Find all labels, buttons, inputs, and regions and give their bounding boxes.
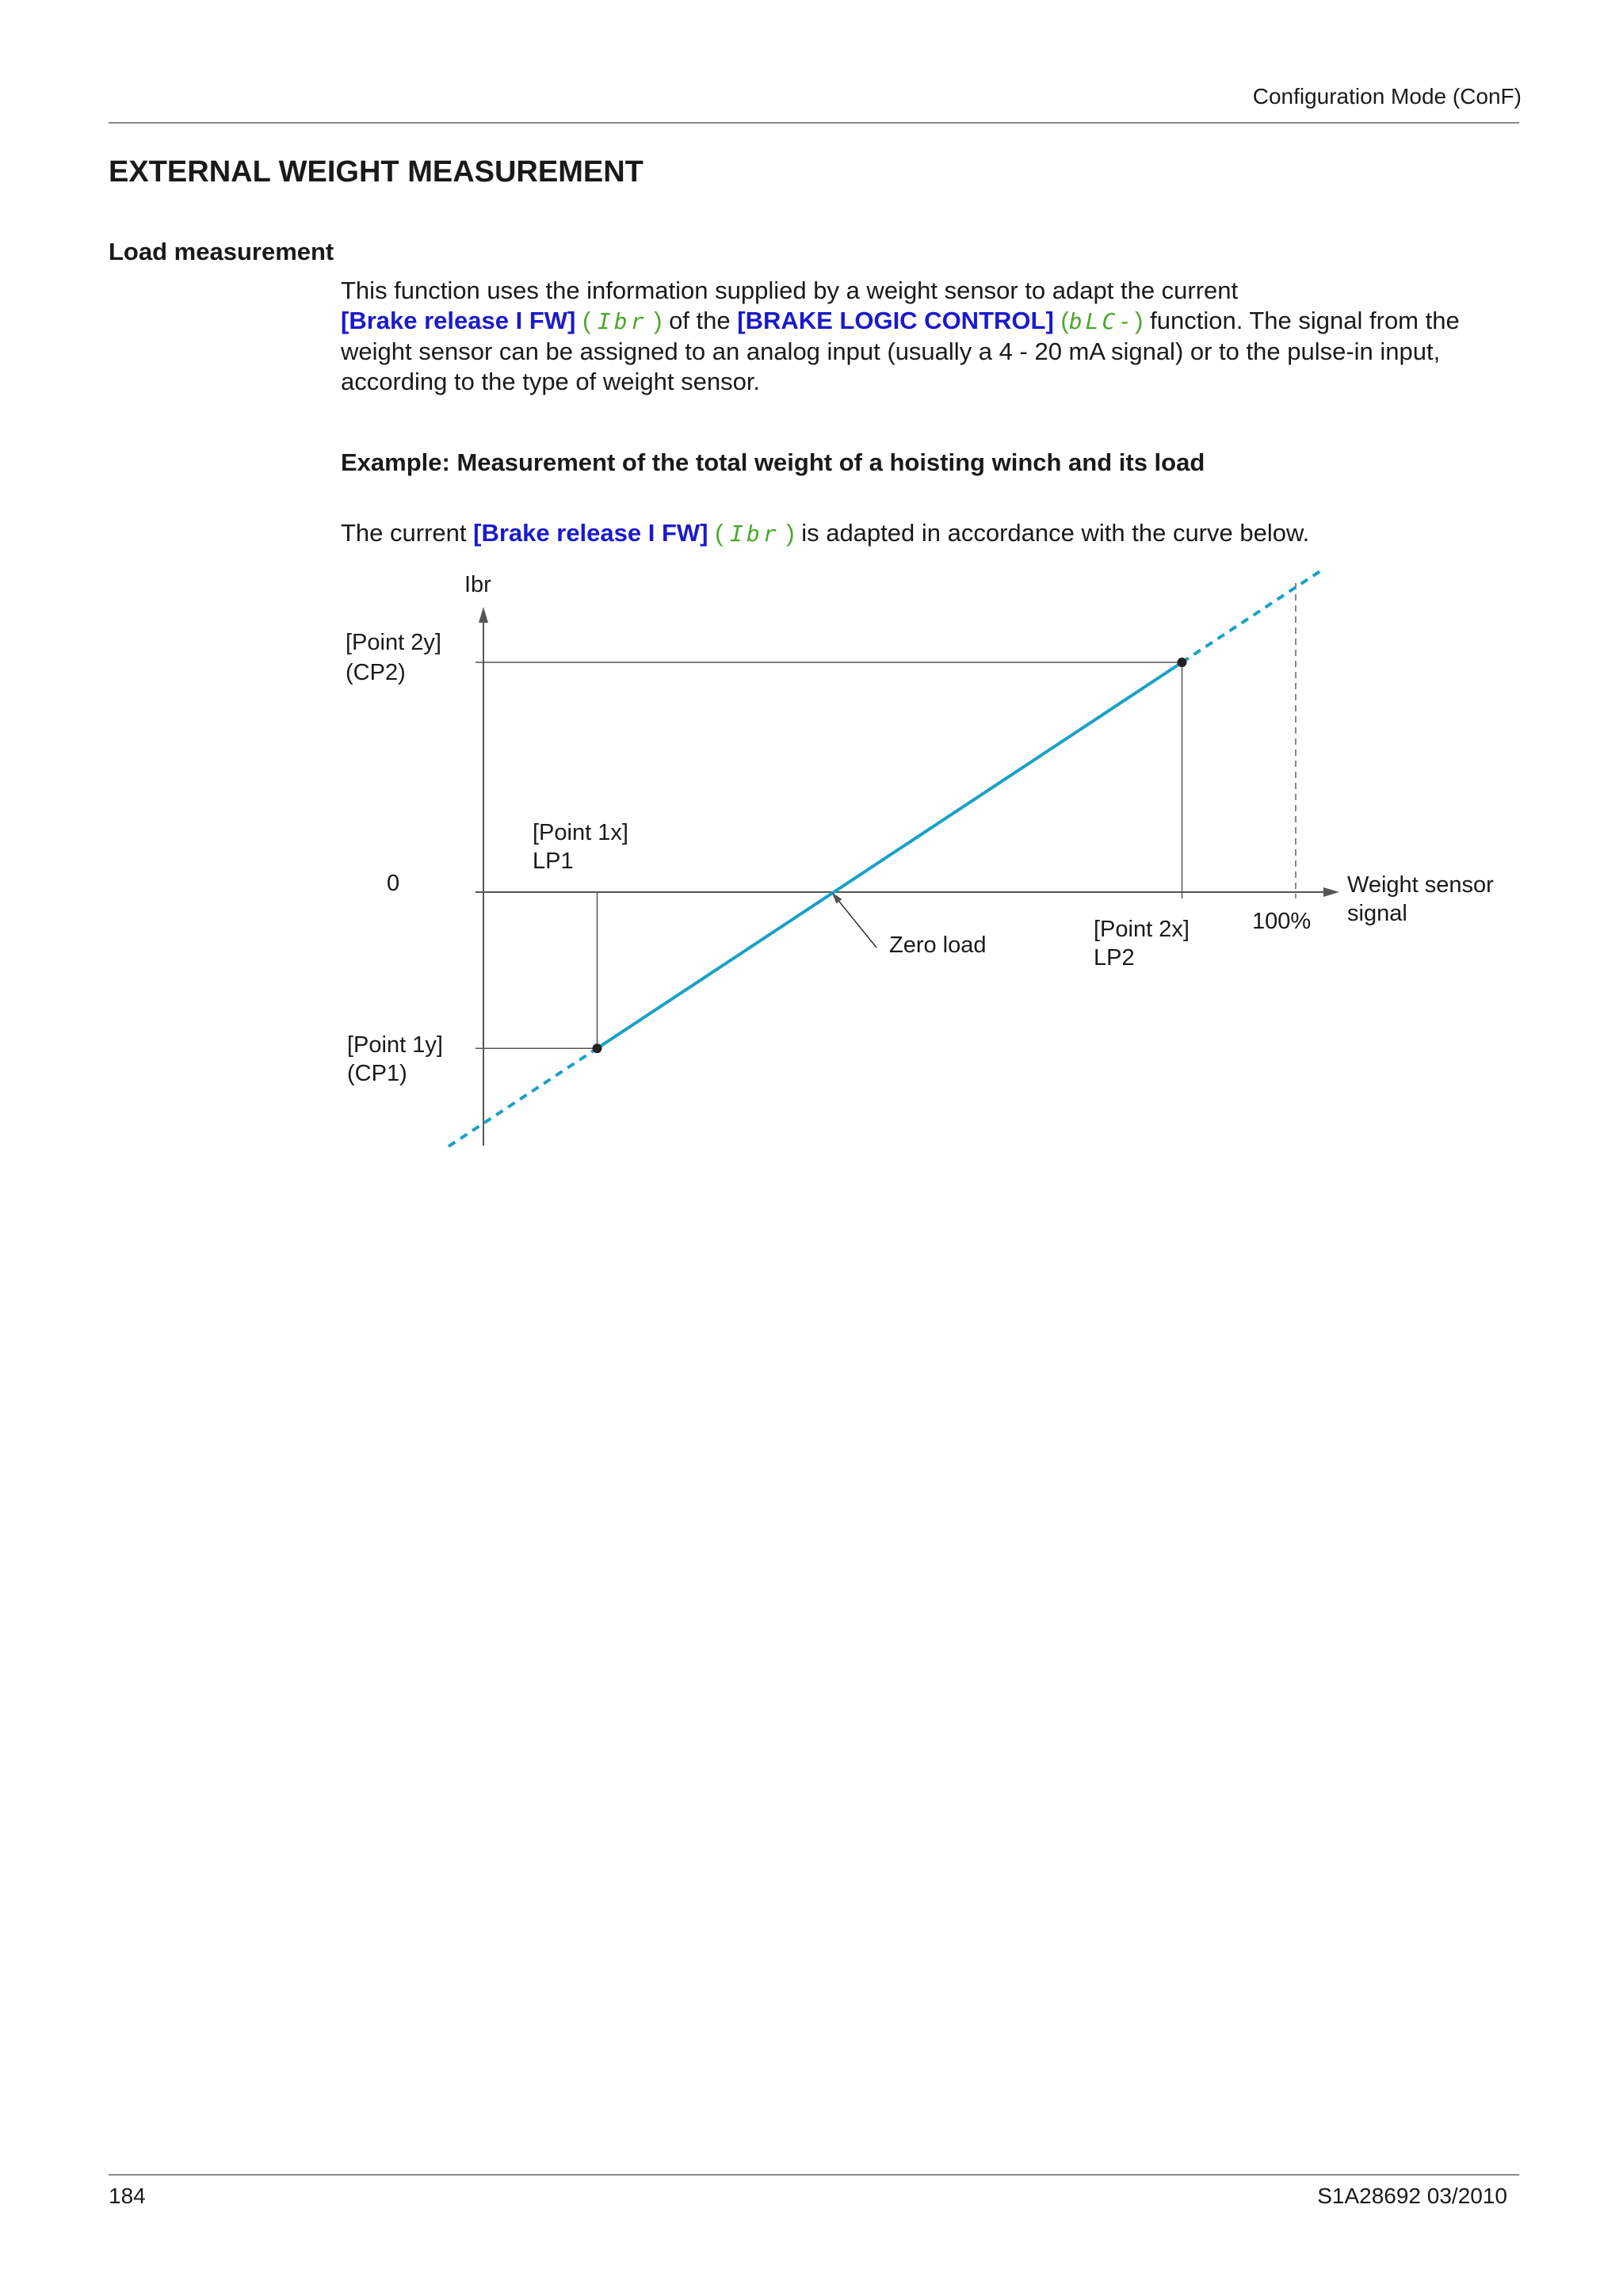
intro-paragraph: This function uses the information supplied by a weight sensor to adapt the current [Brake release I FW] ( Ibr ) of the [BRAKE LOGIC CONTROL] (bLC-) function. The signal from the weight sensor can be assigned to an analog input (usually a 4 - 20 mA signal) or to the pulse-in input, according to the type of weight sensor. (341, 277, 1460, 395)
curve-text-prefix: The current (341, 519, 467, 547)
point1x-label-line2: LP1 (533, 849, 574, 874)
point2y-label-line1: [Point 2y] (346, 630, 441, 655)
page-number: 184 (109, 2183, 146, 2208)
origin-label: 0 (387, 871, 400, 896)
x-axis-label-line1: Weight sensor (1347, 872, 1494, 898)
point1-marker (593, 1043, 602, 1053)
line-extension-low (449, 1048, 598, 1146)
x-max-label: 100% (1252, 909, 1312, 934)
intro-text-mid: of the (669, 307, 731, 334)
code-ibr-2: Ibr (730, 521, 780, 547)
section-title: EXTERNAL WEIGHT MEASUREMENT (109, 155, 643, 189)
param-brake-release: [Brake release I FW] (341, 307, 576, 334)
param-brake-logic-control: [BRAKE LOGIC CONTROL] (737, 307, 1054, 334)
brake-current-line (598, 662, 1182, 1048)
param-brake-release-2: [Brake release I FW] (473, 519, 708, 547)
point2y-label-line2: (CP2) (346, 660, 406, 685)
x-axis-label-line2: signal (1347, 901, 1407, 926)
document-reference: S1A28692 03/2010 (1317, 2183, 1507, 2208)
code-blc: bLC- (1068, 308, 1136, 334)
line-extension-high (1182, 570, 1323, 662)
point2x-label-line1: [Point 2x] (1094, 917, 1190, 942)
curve-text-suffix: is adapted in accordance with the curve below. (801, 519, 1310, 547)
intro-text-2: function. The signal from the weight sensor can be assigned to an analog input (usually a 4 - 20 mA signal) or to the pulse-in input, according to the type of weight sensor. (341, 307, 1460, 395)
point2-marker (1178, 658, 1187, 667)
example-title: Example: Measurement of the total weight of a hoisting winch and its load (341, 448, 1205, 476)
curve-sentence: The current [Brake release I FW] ( Ibr ) is adapted in accordance with the curve below. (341, 519, 1310, 547)
page-header: Configuration Mode (ConF) (1252, 84, 1522, 109)
zero-load-label: Zero load (889, 933, 987, 958)
y-axis-label: Ibr (464, 572, 491, 597)
point1x-label-line1: [Point 1x] (533, 820, 628, 845)
subsection-title: Load measurement (109, 238, 334, 265)
footer-rule (109, 2174, 1519, 2176)
point1y-label-line1: [Point 1y] (347, 1032, 443, 1058)
zero-load-pointer (835, 897, 876, 948)
code-ibr: Ibr (597, 308, 647, 334)
intro-text-1: This function uses the information supplied by a weight sensor to adapt the current (341, 277, 1239, 304)
point1y-label-line2: (CP1) (347, 1061, 407, 1086)
point2x-label-line2: LP2 (1094, 945, 1135, 971)
